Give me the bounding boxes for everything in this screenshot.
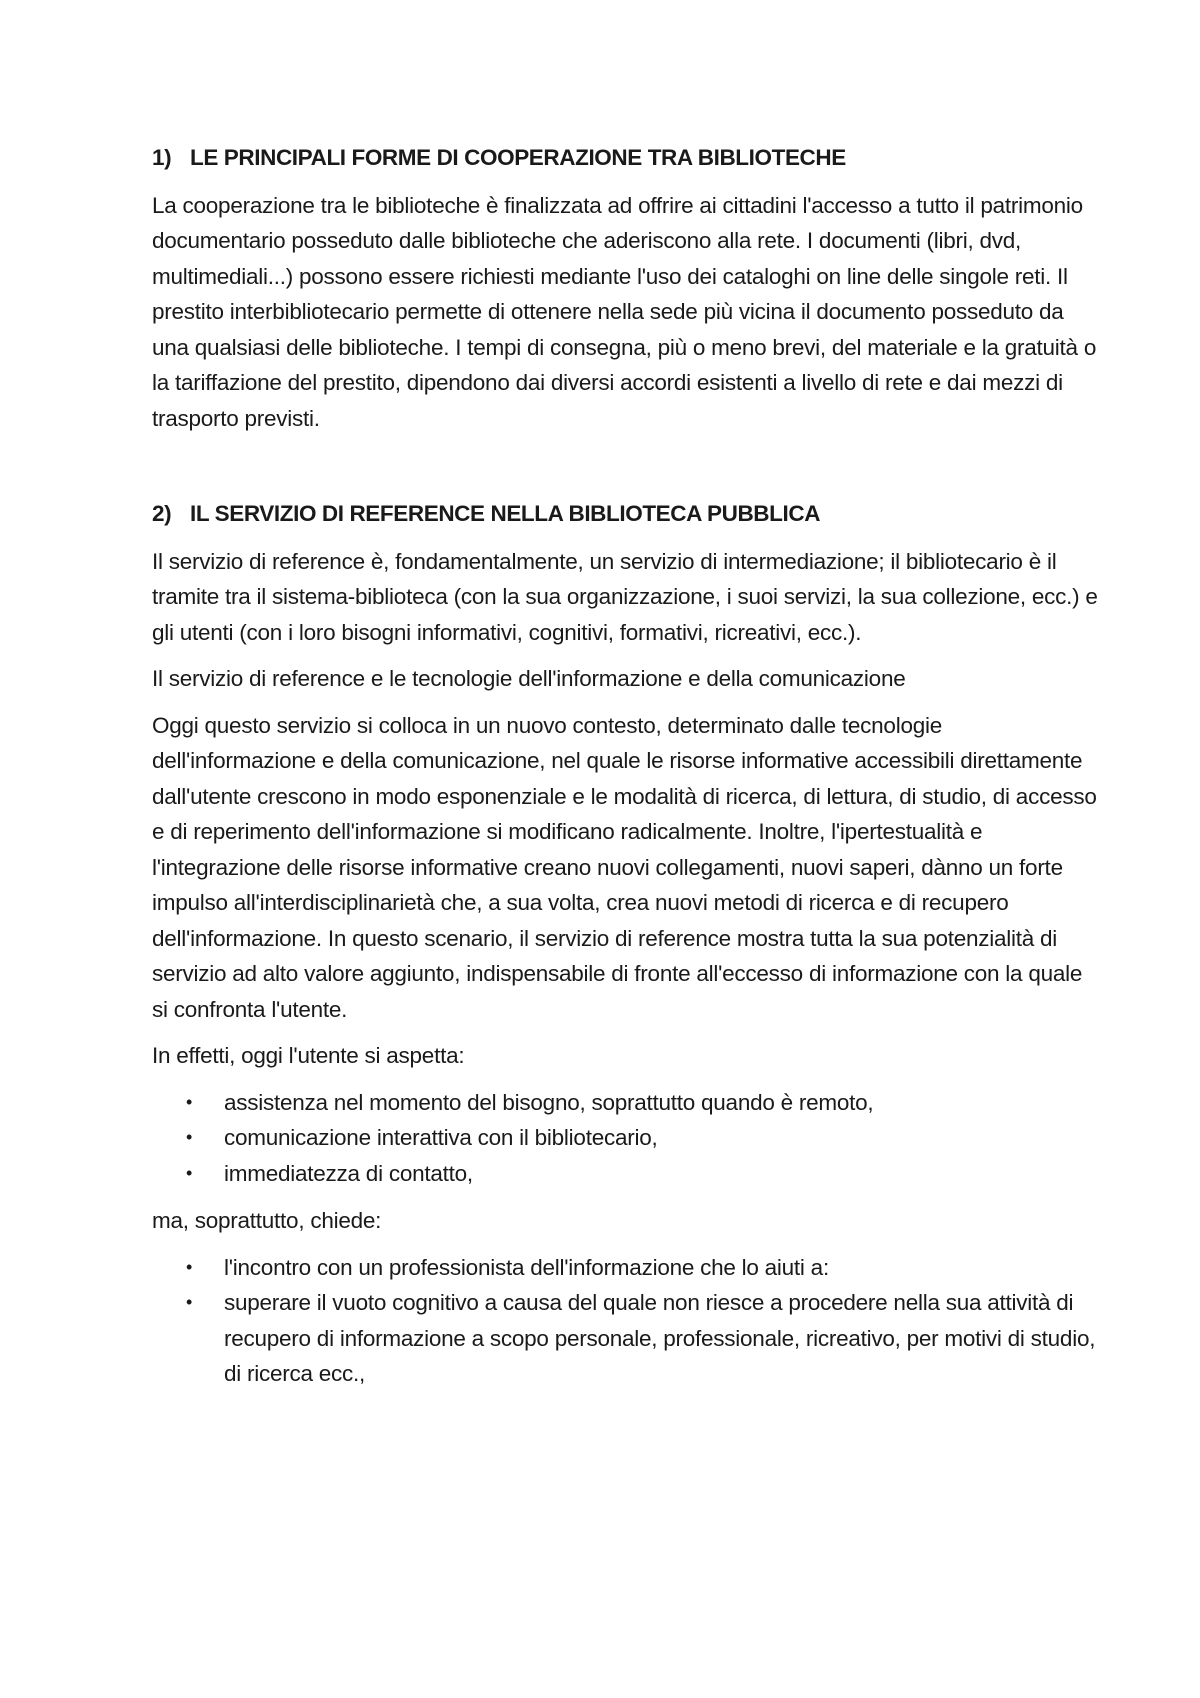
- list-item-text: comunicazione interattiva con il bibliotecario,: [224, 1125, 658, 1150]
- section-1-heading: [152, 140, 1102, 176]
- document-page: [152, 140, 1102, 1404]
- bullet-icon: •: [186, 1292, 193, 1312]
- list-item: [186, 1085, 1102, 1121]
- section-2-number: 2): [152, 501, 172, 526]
- section-reference: [152, 496, 1102, 1392]
- list-item-text: l'incontro con un professionista dell'informazione che lo aiuti a:: [224, 1254, 829, 1280]
- requests-list: [152, 1250, 1102, 1392]
- section-2-paragraph-4: ma, soprattutto, chiede:: [152, 1208, 382, 1233]
- section-2-paragraph-1: Il servizio di reference è, fondamentalmente, un servizio di intermediazione; il bibliotecario è il tramite tra il sistema-biblioteca (con la sua organizzazione, i suoi servizi, la sua collezione, ecc.) e gli utenti (con i loro bisogni informativi, cognitivi, formativi, ricreativi, ecc.).: [152, 548, 1098, 645]
- expectations-list: [152, 1085, 1102, 1192]
- list-item: [186, 1120, 1102, 1156]
- bullet-icon: •: [186, 1256, 193, 1277]
- section-2-paragraph-2: Oggi questo servizio si colloca in un nuovo contesto, determinato dalle tecnologie dell'informazione e della comunicazione, nel quale le risorse informative accessibili direttamente dall'utente crescono in modo esponenziale e le modalità di ricerca, di lettura, di studio, di accesso e di reperimento dell'informazione si modificano radicalmente. Inoltre, l'ipertestualità e l'integrazione delle risorse informative creano nuovi collegamenti, nuovi saperi, dànno un forte impulso all'interdisciplinarietà che, a sua volta, crea nuovi metodi di ricerca e di recupero dell'informazione. In questo scenario, il servizio di reference mostra tutta la sua potenzialità di servizio ad alto valore aggiunto, indispensabile di fronte all'eccesso di informazione con la quale si confronta l'utente.: [152, 712, 1097, 1022]
- list-item: [186, 1285, 1102, 1392]
- section-1-number: 1): [152, 145, 172, 170]
- section-1-paragraph: La cooperazione tra le biblioteche è finalizzata ad offrire ai cittadini l'accesso a tutto il patrimonio documentario posseduto dalle biblioteche che aderiscono alla rete. I documenti (libri, dvd, multimediali...) possono essere richiesti mediante l'uso dei cataloghi on line delle singole reti. Il prestito interbibliotecario permette di ottenere nella sede più vicina il documento posseduto da una qualsiasi delle biblioteche. I tempi di consegna, più o meno brevi, del materiale e la gratuità o la tariffazione del prestito, dipendono dai diversi accordi esistenti a livello di rete e dai mezzi di trasporto previsti.: [152, 192, 1097, 431]
- section-2-heading: [152, 496, 1102, 532]
- section-cooperazione: [152, 140, 1102, 436]
- section-2-title: IL SERVIZIO DI REFERENCE NELLA BIBLIOTECA PUBBLICA: [190, 501, 821, 526]
- section-2-subheading: Il servizio di reference e le tecnologie dell'informazione e della comunicazione: [152, 666, 906, 691]
- bullet-icon: •: [186, 1091, 193, 1112]
- section-2-paragraph-3: In effetti, oggi l'utente si aspetta:: [152, 1043, 465, 1068]
- list-item-text: assistenza nel momento del bisogno, soprattutto quando è remoto,: [224, 1089, 874, 1115]
- list-item-text: superare il vuoto cognitivo a causa del quale non riesce a procedere nella sua attività di recupero di informazione a scopo personale, professionale, ricreativo, per motivi di studio, di ricerca ecc.,: [224, 1290, 1096, 1386]
- section-1-title: LE PRINCIPALI FORME DI COOPERAZIONE TRA BIBLIOTECHE: [190, 145, 846, 170]
- list-item-text: immediatezza di contatto,: [224, 1160, 473, 1186]
- bullet-icon: •: [186, 1127, 193, 1147]
- list-item: [186, 1156, 1102, 1192]
- list-item: [186, 1250, 1102, 1286]
- bullet-icon: •: [186, 1162, 193, 1183]
